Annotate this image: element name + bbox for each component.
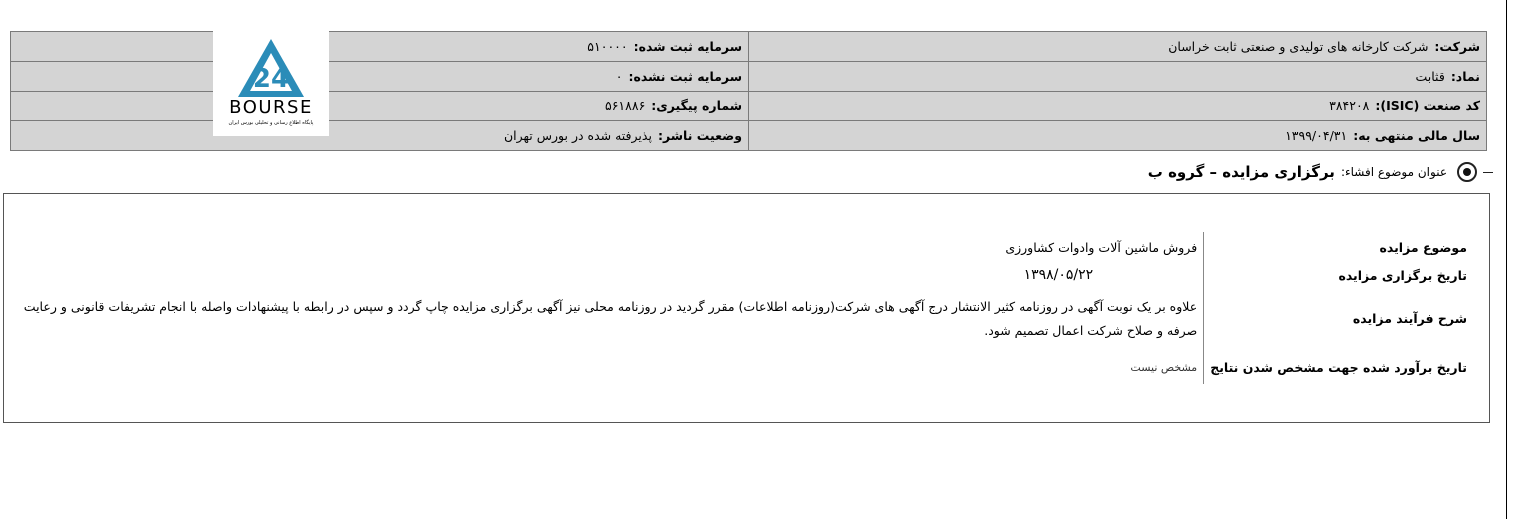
company-cell bbox=[749, 32, 1487, 62]
fiscal-year-value: ۱۳۹۹/۰۴/۳۱ bbox=[1285, 128, 1348, 144]
tracking-number-value: ۵۶۱۸۸۶ bbox=[605, 98, 646, 114]
logo-brand-text: BOURSE bbox=[229, 97, 313, 118]
symbol-label: نماد: bbox=[1450, 68, 1480, 84]
detail-row-subject bbox=[0, 232, 1473, 262]
company-value: شرکت کارخانه های تولیدی و صنعتی ثابت خراسان bbox=[1168, 38, 1429, 54]
detail-row-date bbox=[0, 262, 1473, 288]
detail-key: تاریخ برآورد شده جهت مشخص شدن نتایج bbox=[1204, 350, 1473, 384]
logo-triangle-icon bbox=[236, 37, 306, 99]
publisher-status-label: وضعیت ناشر: bbox=[657, 128, 742, 144]
subject-label: عنوان موضوع افشاء: bbox=[1340, 165, 1447, 179]
tracking-number-cell bbox=[11, 91, 749, 121]
publisher-status-cell bbox=[11, 121, 749, 151]
registered-capital-label: سرمایه ثبت شده: bbox=[633, 38, 742, 54]
page-edge-line bbox=[1506, 0, 1507, 519]
disclosure-subject bbox=[1148, 158, 1493, 186]
detail-key: موضوع مزایده bbox=[1204, 232, 1473, 262]
tracking-number-label: شماره پیگیری: bbox=[651, 98, 742, 114]
fiscal-year-label: سال مالی منتهی به: bbox=[1353, 128, 1480, 144]
fiscal-year-cell bbox=[749, 121, 1487, 151]
isic-cell bbox=[749, 91, 1487, 121]
detail-key: تاریخ برگزاری مزایده bbox=[1204, 262, 1473, 288]
unregistered-capital-label: سرمایه ثبت نشده: bbox=[628, 68, 742, 84]
registered-capital-value: ۵۱۰۰۰۰ bbox=[587, 38, 628, 54]
unregistered-capital-cell bbox=[11, 61, 749, 91]
detail-value: علاوه بر یک نوبت آگهی در روزنامه کثیر الانتشار درج آگهی های شرکت(روزنامه اطلاعات) مقرر گردید در روزنامه محلی نیز آگهی برگزاری مزایده چاپ گردد و سپس در رابطه با پیشنهادات واصله با انجام تشریفات قانونی و رعایت صرفه و صلاح شرکت اعمال تصمیم شود. bbox=[23, 299, 1198, 338]
unregistered-capital-value: ۰ bbox=[615, 68, 623, 84]
isic-label: کد صنعت (ISIC): bbox=[1375, 98, 1480, 114]
detail-value: مشخص نیست bbox=[1130, 360, 1198, 374]
subject-dash bbox=[1483, 172, 1493, 173]
detail-row-result-date bbox=[0, 350, 1473, 384]
detail-key: شرح فرآیند مزایده bbox=[1204, 288, 1473, 350]
bourse24-logo bbox=[213, 25, 329, 136]
logo-subtitle: پایگاه اطلاع رسانی و تحلیلی بورس ایران bbox=[228, 120, 314, 126]
company-label: شرکت: bbox=[1434, 38, 1480, 54]
detail-value: ۱۳۹۸/۰۵/۲۲ bbox=[1023, 267, 1094, 283]
registered-capital-cell bbox=[11, 32, 749, 62]
target-bullet-icon bbox=[1457, 162, 1477, 182]
detail-value: فروش ماشین آلات وادوات کشاورزی bbox=[1005, 239, 1198, 255]
subject-title: برگزاری مزایده – گروه ب bbox=[1147, 163, 1335, 181]
symbol-value: قثابت bbox=[1415, 68, 1445, 84]
detail-row-process bbox=[0, 288, 1473, 350]
isic-value: ۳۸۴۲۰۸ bbox=[1329, 98, 1370, 114]
logo-number: 24 bbox=[252, 64, 290, 94]
symbol-cell bbox=[749, 61, 1487, 91]
publisher-status-value: پذیرفته شده در بورس تهران bbox=[503, 128, 652, 144]
auction-details-table bbox=[0, 232, 1473, 384]
